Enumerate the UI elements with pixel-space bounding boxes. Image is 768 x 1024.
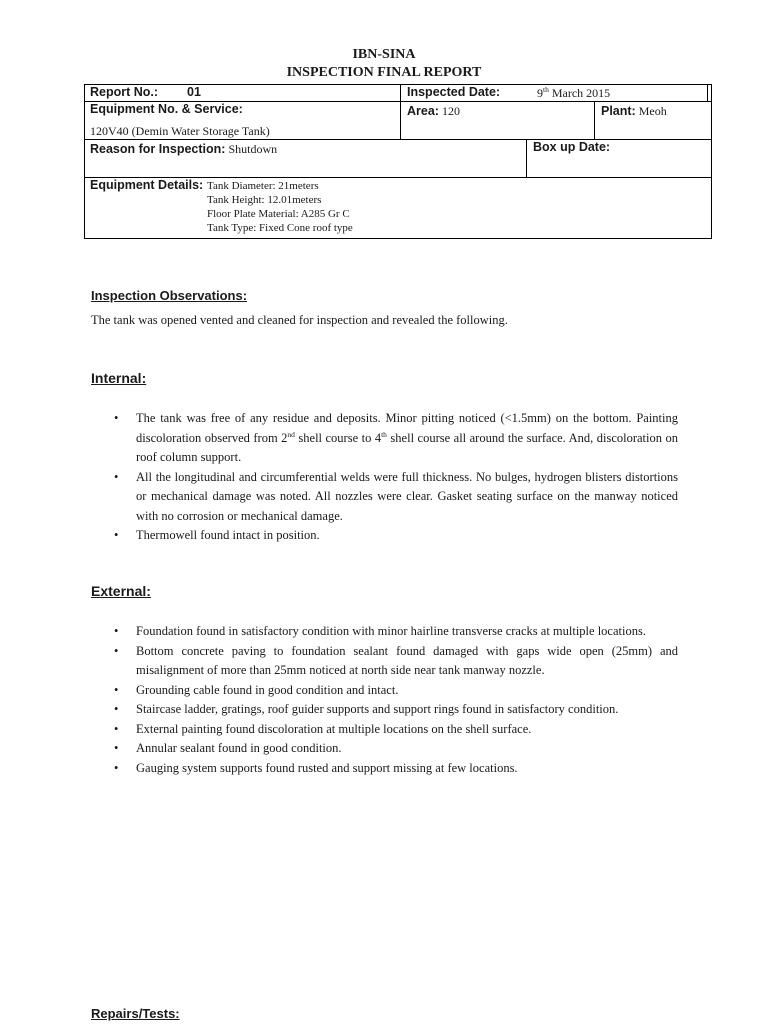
list-item: • External painting found discoloration at multiple locations on the shell surface. <box>91 720 678 740</box>
observations-intro: The tank was opened vented and cleaned for inspection and revealed the following. <box>91 313 508 327</box>
external-list <box>91 622 678 778</box>
observations-heading: Inspection Observations: <box>91 288 248 303</box>
list-item: • Grounding cable found in good condition and intact. <box>91 681 678 701</box>
report-no-value: 01 <box>187 85 201 99</box>
detail-tank-type: Tank Type: Fixed Cone roof type <box>207 222 353 234</box>
area-field: Area: 120 <box>407 104 460 118</box>
list-item: • All the longitudinal and circumferential welds were full thickness. No bulges, hydrogen blisters distortions or mechanical damage was noted. All nozzles were clear. Gasket seating surface on the manway noticed with no corrosion or mechanical damage. <box>91 468 678 527</box>
external-heading: External: <box>91 583 151 599</box>
inspected-date-inner-line <box>707 84 712 102</box>
detail-diameter: Tank Diameter: 21meters <box>207 180 319 192</box>
internal-list <box>91 409 678 546</box>
reason-field: Reason for Inspection: Shutdown <box>90 142 278 156</box>
internal-heading: Internal: <box>91 370 147 386</box>
boxup-label: Box up Date: <box>533 140 611 154</box>
detail-floor-material: Floor Plate Material: A285 Gr C <box>207 208 350 220</box>
equipment-value: 120V40 (Demin Water Storage Tank) <box>90 124 270 138</box>
list-item: • Gauging system supports found rusted and support missing at few locations. <box>91 759 678 779</box>
inspected-date-value: 9th March 2015 <box>537 85 611 100</box>
company-name: IBN-SINA <box>352 47 416 62</box>
equipment-details-label: Equipment Details: <box>90 178 204 192</box>
report-title: INSPECTION FINAL REPORT <box>286 65 482 80</box>
list-item: • Foundation found in satisfactory condition with minor hairline transverse cracks at multiple locations. <box>91 622 678 642</box>
report-no-label: Report No.: <box>90 85 159 99</box>
list-item: • Thermowell found intact in position. <box>91 526 678 546</box>
list-item: • Bottom concrete paving to foundation sealant found damaged with gaps wide open (25mm) and misalignment of more than 25mm noticed at north side near tank manway nozzle. <box>91 642 678 681</box>
detail-height: Tank Height: 12.01meters <box>207 194 322 206</box>
list-item: • Annular sealant found in good condition. <box>91 739 678 759</box>
list-item: • Staircase ladder, gratings, roof guider supports and support rings found in satisfactory condition. <box>91 700 678 720</box>
list-item: • The tank was free of any residue and deposits. Minor pitting noticed (<1.5mm) on the bottom. Painting discoloration observed from 2nd shell course to 4th shell course all around the surface. And, discoloration on roof column support. <box>91 409 678 468</box>
repairs-heading: Repairs/Tests: <box>91 1006 180 1021</box>
inspected-date-label: Inspected Date: <box>407 85 501 99</box>
equipment-label: Equipment No. & Service: <box>90 102 243 116</box>
plant-field: Plant: Meoh <box>601 104 667 118</box>
